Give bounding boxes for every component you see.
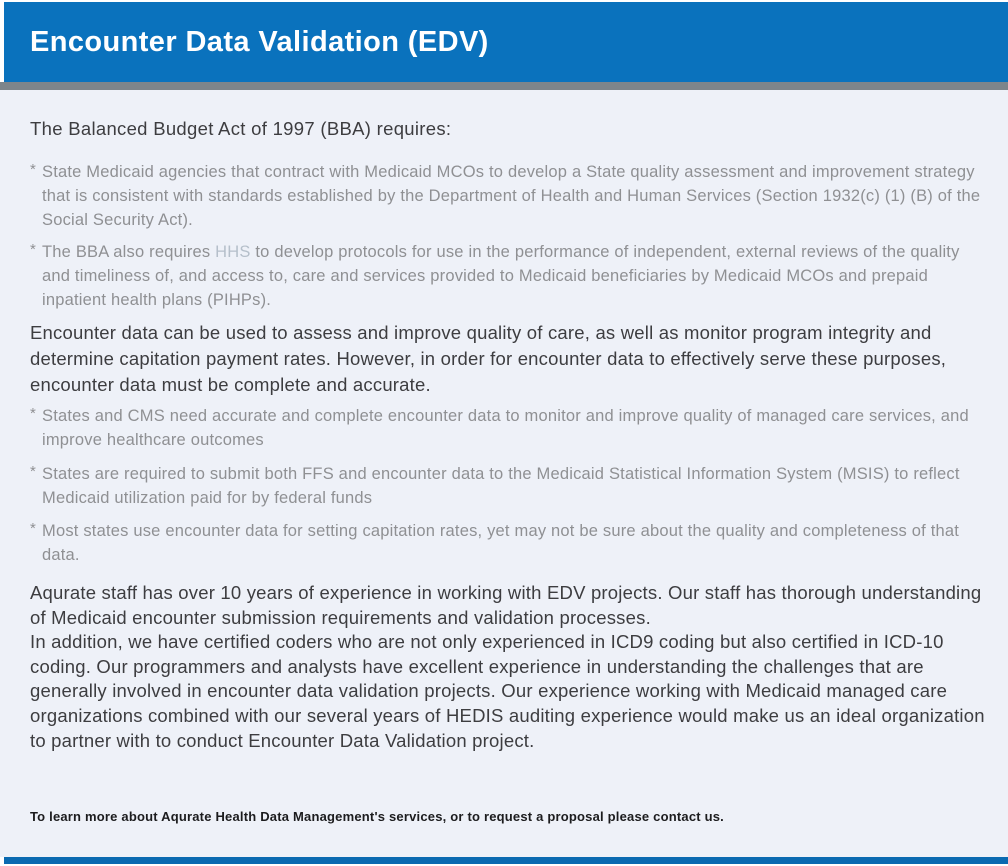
encounter-bullet-1-text: States and CMS need accurate and complete encounter data to monitor and improve quality of managed care services, and improve healthcare outcomes (42, 407, 969, 449)
bullet-marker: * (30, 520, 37, 537)
encounter-bullet-3-text: Most states use encounter data for setting capitation rates, yet may not be sure about the quality and completeness of that data. (42, 522, 960, 564)
aqurate-experience-line-1: Aqurate staff has over 10 years of experience in working with EDV projects. Our staff has thorough understanding of Medicaid encounter submission requirements and validation processes. (30, 582, 982, 628)
bullet-marker: * (30, 161, 37, 178)
bba-intro-text: The Balanced Budget Act of 1997 (BBA) requires: (30, 118, 452, 139)
bullet-marker: * (30, 241, 37, 258)
bottom-accent-bar (4, 857, 1008, 864)
hhs-link[interactable]: HHS (215, 243, 251, 261)
bullet-marker: * (30, 405, 37, 422)
list-item (30, 404, 982, 452)
list-item (30, 462, 982, 510)
header-divider-stripe (0, 82, 1008, 90)
list-item (30, 240, 982, 312)
bba-bullet-2-post: to develop protocols for use in the performance of independent, external reviews of the quality and timeliness of, and access to, care and services provided to Medicaid beneficiaries by Medicaid MCOs and prepaid inpatient health plans (PIHPs). (42, 243, 960, 309)
list-item (30, 519, 982, 567)
aqurate-experience-paragraph (30, 581, 988, 753)
bba-bullet-1-text: State Medicaid agencies that contract with Medicaid MCOs to develop a State quality assessment and improvement strategy that is consistent with standards established by the Department of Health and Human Services (Section 1932(c) (1) (B) of the Social Security Act). (42, 163, 981, 229)
content-area (0, 90, 1008, 857)
encounter-bullet-2-text: States are required to submit both FFS and encounter data to the Medicaid Statistical Information System (MSIS) to reflect Medicaid utilization paid for by federal funds (42, 465, 960, 507)
encounter-data-paragraph: Encounter data can be used to assess and improve quality of care, as well as monitor program integrity and determine capitation payment rates. However, in order for encounter data to effectively serve these purposes, encounter data must be complete and accurate. (30, 322, 947, 395)
contact-note: To learn more about Aqurate Health Data Management's services, or to request a proposal please contact us. (30, 809, 724, 825)
page-header (4, 2, 1008, 82)
aqurate-experience-line-2: In addition, we have certified coders who are not only experienced in ICD9 coding but also certified in ICD-10 coding. Our programmers and analysts have excellent experience in understanding the challenges that are generally involved in encounter data validation projects. Our experience working with Medicaid managed care organizations combined with our several years of HEDIS auditing experience would make us an ideal organization to partner with to conduct Encounter Data Validation project. (30, 631, 985, 751)
bba-bullet-2-text (42, 240, 982, 312)
page-title: Encounter Data Validation (EDV) (30, 25, 489, 58)
bba-bullet-2-pre: The BBA also requires (42, 243, 216, 261)
page (0, 2, 1008, 866)
list-item (30, 160, 982, 232)
bullet-marker: * (30, 463, 37, 480)
